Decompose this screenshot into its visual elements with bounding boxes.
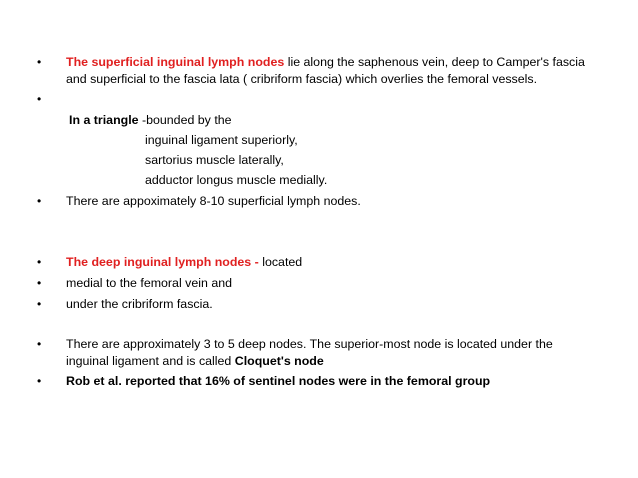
triangle-bound-superior: inguinal ligament superiorly,	[145, 133, 298, 147]
superficial-nodes-line-1	[66, 54, 585, 70]
superficial-count: There are appoximately 8-10 superficial lymph nodes.	[66, 194, 361, 208]
superficial-nodes-line-2: and superficial to the fascia lata ( cribriform fascia) which overlies the femoral vessels.	[66, 72, 538, 86]
bullet: •	[37, 55, 42, 69]
sentinel-nodes-statement: Rob et al. reported that 16% of sentinel nodes were in the femoral group	[66, 374, 491, 388]
deep-count-line-1: There are approximately 3 to 5 deep nodes. The superior-most node is located under the	[66, 337, 553, 351]
superficial-nodes-text: lie along the saphenous vein, deep to Camper's fascia	[284, 55, 585, 69]
deep-nodes-text: located	[258, 255, 303, 269]
bullet: •	[37, 276, 42, 290]
triangle-text: -bounded by the	[138, 113, 232, 127]
bullet: •	[37, 92, 42, 106]
bullet: •	[37, 337, 42, 351]
triangle-heading: In a triangle	[69, 113, 139, 127]
deep-nodes-heading: The deep inguinal lymph nodes -	[66, 255, 259, 269]
bullet: •	[37, 194, 42, 208]
bullet: •	[37, 255, 42, 269]
cloquet-node: Cloquet's node	[234, 354, 324, 368]
deep-location-medial: medial to the femoral vein and	[66, 276, 232, 290]
triangle-line	[69, 112, 232, 128]
deep-nodes-line	[66, 254, 302, 270]
bullet: •	[37, 374, 42, 388]
deep-location-cribriform: under the cribriform fascia.	[66, 297, 213, 311]
deep-count-line-2	[66, 353, 324, 369]
deep-count-text: inguinal ligament and is called	[66, 354, 235, 368]
triangle-bound-medial: adductor longus muscle medially.	[145, 173, 328, 187]
superficial-nodes-heading: The superficial inguinal lymph nodes	[66, 55, 285, 69]
bullet: •	[37, 297, 42, 311]
triangle-bound-lateral: sartorius muscle laterally,	[145, 153, 284, 167]
